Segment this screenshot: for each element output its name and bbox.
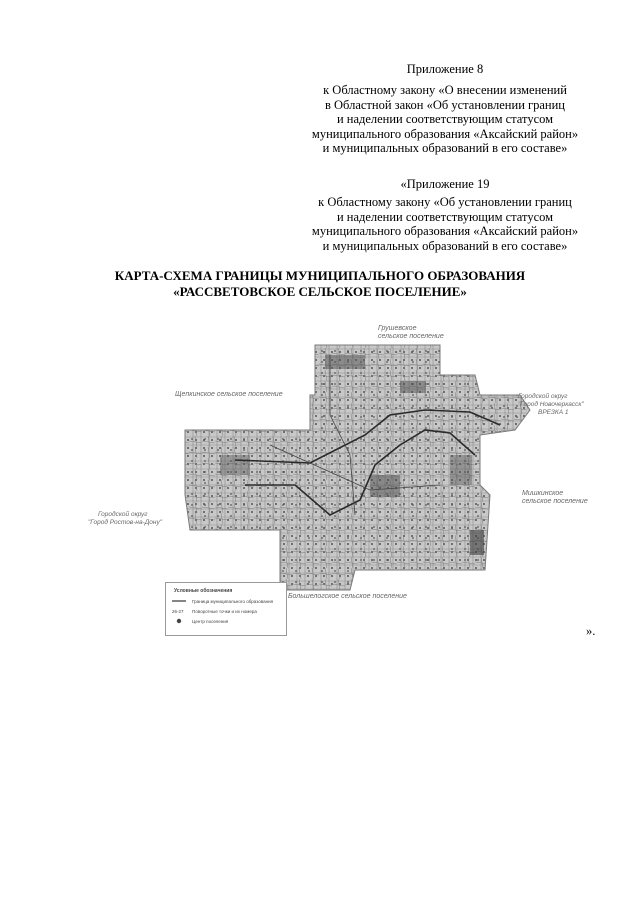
label-shchepkinskoe: Щепкинское сельское поселение — [175, 391, 283, 398]
map-image — [150, 315, 620, 615]
appendix-19-line: и муниципальных образований в его составе» — [322, 238, 568, 253]
label-rostov-line-2: "Город Ростов-на-Дону" — [88, 519, 163, 526]
label-grushevskoe-line-1: Грушевское — [378, 325, 417, 332]
settlement-center-icon — [172, 618, 186, 624]
label-novocherkassk-line-1: Городской округ — [518, 393, 568, 400]
appendix-19-title — [290, 177, 600, 192]
label-mishkinskoe-line-1: Мишкинское — [522, 490, 564, 497]
appendix-8-body — [290, 83, 600, 156]
map-title — [0, 268, 640, 300]
map-scheme — [88, 315, 620, 615]
label-mishkinskoe-line-2: сельское поселение — [522, 498, 588, 505]
appendix-8-line: муниципального образования «Аксайский район» — [311, 126, 579, 141]
legend-item-label: Граница муниципального образования — [192, 598, 274, 604]
label-bolshelogskoe: Большелогское сельское поселение — [288, 593, 407, 600]
boundary-line-icon — [172, 598, 186, 604]
appendix-19-title-text: «Приложение 19 — [400, 177, 490, 191]
appendix-19-line: муниципального образования «Аксайский район» — [311, 224, 579, 238]
turning-point-marker: 26-27 — [172, 608, 184, 614]
map-title-line-1: КАРТА-СХЕМА ГРАНИЦЫ МУНИЦИПАЛЬНОГО ОБРАЗОВАНИЯ — [114, 268, 526, 283]
appendix-8-line: и наделении соответствующим статусом — [336, 112, 554, 126]
label-grushevskoe-line-2: сельское поселение — [378, 333, 444, 340]
label-mishkinskoe — [522, 490, 588, 506]
label-novocherkassk-line-2: "Город Новочеркасск" — [518, 401, 584, 408]
legend-item-boundary — [172, 598, 273, 604]
legend-title: Условные обозначения — [174, 588, 233, 594]
appendix-8-line: к Областному закону «О внесении изменений — [323, 83, 567, 97]
legend-item-label: Поворотные точки и их номера — [192, 608, 257, 614]
appendix-19-line: к Областному закону «Об установлении границ — [318, 195, 572, 209]
label-rostov-line-1: Городской округ — [98, 511, 148, 518]
label-inset-1: ВРЕЗКА 1 — [538, 409, 569, 416]
appendix-19-line: и наделении соответствующим статусом — [336, 209, 554, 224]
map-legend — [165, 582, 287, 636]
legend-item-settlement-center — [172, 618, 228, 624]
appendix-8-title — [290, 62, 600, 77]
appendix-8-line: и муниципальных образований в его составе» — [322, 141, 568, 155]
appendix-8-title-text: Приложение 8 — [406, 62, 484, 76]
label-grushevskoe — [378, 325, 444, 341]
label-novocherkassk — [518, 393, 584, 417]
legend-item-turning-points — [172, 608, 257, 614]
legend-item-label: Центр поселения — [192, 618, 229, 624]
closing-quote-mark: ». — [586, 624, 596, 638]
appendix-8-line: в Областной закон «Об установлении границ — [324, 97, 565, 112]
label-rostov — [88, 511, 162, 527]
appendix-19-body — [290, 195, 600, 253]
map-title-line-2: «РАССВЕТОВСКОЕ СЕЛЬСКОЕ ПОСЕЛЕНИЕ» — [173, 284, 467, 299]
